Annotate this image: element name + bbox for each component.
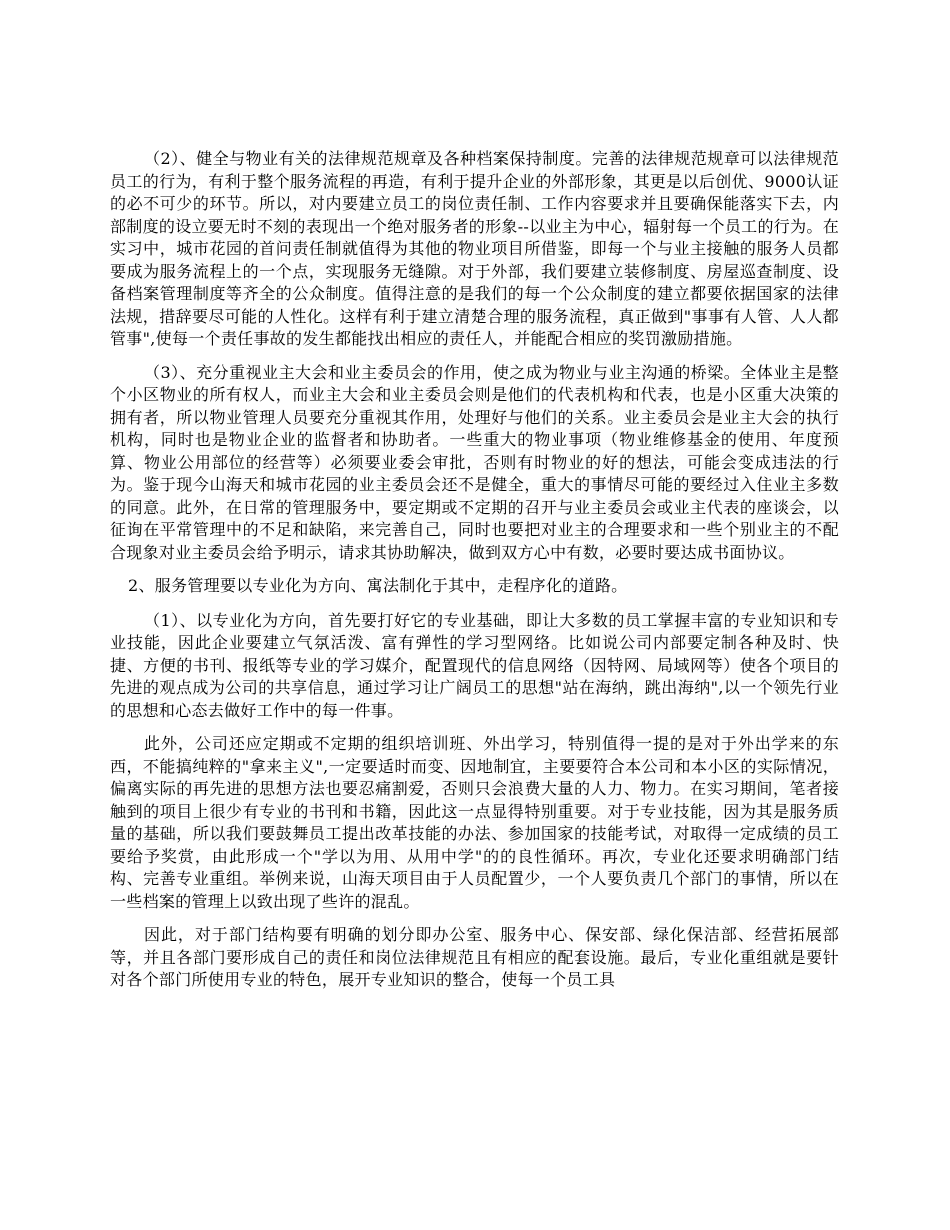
document-body [110,148,839,1003]
paragraph-owners-committee: （3）、充分重视业主大会和业主委员会的作用，使之成为物业与业主沟通的桥梁。全体业主是整个小区物业的所有权人，而业主大会和业主委员会则是他们的代表机构和代表，也是小区重大决策的拥有者，所以物业管理人员要充分重视其作用，处理好与他们的关系。业主委员会是业主大会的执行机构，同时也是物业企业的监督者和协助者。一些重大的物业事项（物业维修基金的使用、年度预算、物业公用部位的经营等）必须要业委会审批，否则有时物业的好的想法，可能会变成违法的行为。鉴于现今山海天和城市花园的业主委员会还不是健全，重大的事情尽可能的要经过入住业主多数的同意。此外，在日常的管理服务中，要定期或不定期的召开与业主委员会或业主代表的座谈会，以征询在平常管理中的不足和缺陷，来完善自己，同时也要把对业主的合理要求和一些个别业主的不配合现象对业主委员会给予明示，请求其协助解决，做到双方心中有数，必要时要达成书面协议。 [110,362,839,562]
paragraph-training: 此外，公司还应定期或不定期的组织培训班、外出学习，特别值得一提的是对于外出学来的东西，不能搞纯粹的"拿来主义",一定要适时而变、因地制宜，主要要符合本公司和本小区的实际情况，偏离实际的再先进的思想方法也要忍痛割爱，否则只会浪费大量的人力、物力。在实习期间，笔者接触到的项目上很少有专业的书刊和书籍，因此这一点显得特别重要。对于专业技能，因为其是服务质量的基础，所以我们要鼓舞员工提出改革技能的办法、参加国家的技能考试，对取得一定成绩的员工要给予奖赏，由此形成一个"学以为用、从用中学"的的良性循环。再次，专业化还要求明确部门结构、完善专业重组。举例来说，山海天项目由于人员配置少，一个人要负责几个部门的事情，所以在一些档案的管理上以致出现了些许的混乱。 [110,734,839,911]
paragraph-department-structure: 因此，对于部门结构要有明确的划分即办公室、服务中心、保安部、绿化保洁部、经营拓展部等，并且各部门要形成自己的责任和岗位法律规范且有相应的配套设施。最后，专业化重组就是要针对各个部门所使用专业的特色，展开专业知识的整合，使每一个员工具 [110,925,839,989]
paragraph-regulations: （2）、健全与物业有关的法律规范规章及各种档案保持制度。完善的法律规范规章可以法律规范员工的行为，有利于整个服务流程的再造，有利于提升企业的外部形象，其更是以后创优、9000认证的必不可少的环节。所以，对内要建立员工的岗位责任制、工作内容要求并且要确保能落实下去，内部制度的设立要无时不刻的表现出一个绝对服务者的形象--以业主为中心，辐射每一个员工的行为。在实习中，城市花园的首问责任制就值得为其他的物业项目所借鉴，即每一个与业主接触的服务人员都要成为服务流程上的一个点，实现服务无缝隙。对于外部，我们要建立装修制度、房屋巡查制度、设备档案管理制度等齐全的公众制度。值得注意的是我们的每一个公众制度的建立都要依据国家的法律法规，措辞要尽可能的人性化。这样有利于建立清楚合理的服务流程，真正做到"事事有人管、人人都管事",使每一个责任事故的发生都能找出相应的责任人，并能配合相应的奖罚激励措施。 [110,149,839,348]
section-heading-service-management: 2、服务管理要以专业化为方向、寓法制化于其中，走程序化的道路。 [128,576,628,595]
paragraph-professionalization: （1）、以专业化为方向，首先要打好它的专业基础，即让大多数的员工掌握丰富的专业知识和专业技能，因此企业要建立气氛活泼、富有弹性的学习型网络。比如说公司内部要定制各种及时、快捷、方便的书刊、报纸等专业的学习媒介，配置现代的信息网络（因特网、局域网等）使各个项目的先进的观点成为公司的共享信息，通过学习让广阔员工的思想"站在海纳，跳出海纳",以一个领先行业的思想和心态去做好工作中的每一件事。 [110,610,839,720]
